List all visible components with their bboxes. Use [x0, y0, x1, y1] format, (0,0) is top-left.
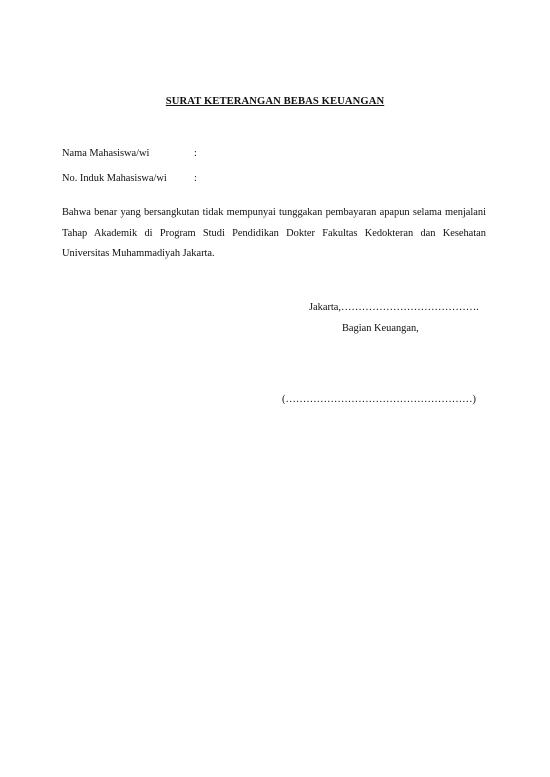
field-separator: :	[194, 148, 197, 159]
statement-paragraph: Bahwa benar yang bersangkutan tidak mempunyai tunggakan pembayaran apapun selama menjalani Tahap Akademik di Program Studi Pendidikan Dokter Fakultas Kedokteran dan Kesehatan Universitas Muhammadiyah Jakarta.	[62, 207, 486, 259]
issuing-office: Bagian Keuangan,	[342, 323, 419, 334]
field-label-student-name: Nama Mahasiswa/wi	[62, 148, 150, 159]
field-student-name	[62, 148, 197, 159]
document-title: SURAT KETERANGAN BEBAS KEUANGAN	[165, 96, 385, 107]
place-date-line: Jakarta,………………………………….	[309, 302, 479, 313]
field-label-student-id: No. Induk Mahasiswa/wi	[62, 173, 167, 184]
signature-placeholder: (………………………………………………)	[282, 394, 476, 405]
field-separator: :	[194, 173, 197, 184]
field-student-id	[62, 173, 197, 184]
